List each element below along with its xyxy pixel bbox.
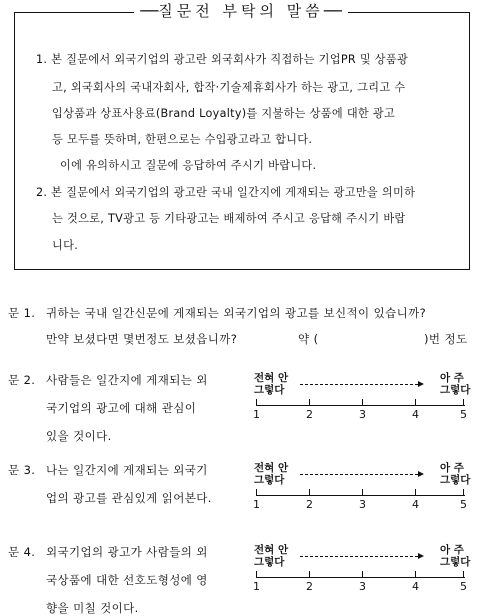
q4-scale-tick bbox=[362, 571, 363, 578]
q3-text-line: 나는 일간지에 게재되는 외국기 bbox=[46, 463, 208, 477]
q2-scale-tick bbox=[415, 399, 416, 406]
q3-scale-low-label: 전혀 안 bbox=[254, 462, 289, 474]
q2-scale-arrow-line bbox=[300, 384, 418, 385]
q4-scale-arrow-line bbox=[300, 556, 418, 557]
q4-scale-point-3[interactable]: 3 bbox=[359, 580, 366, 593]
q1-subtext: 만약 보셨다면 몇번정도 보셨읍니까? bbox=[46, 332, 238, 346]
q4-scale-low-label: 전혀 안 bbox=[254, 544, 289, 556]
q2-text-line: 사람들은 일간지에 게재되는 외 bbox=[46, 373, 208, 387]
notice-1-line-5: 이에 유의하시고 질문에 응답하여 주시기 바랍니다. bbox=[60, 159, 317, 172]
q4-scale-axis bbox=[256, 577, 465, 578]
q2-scale-high-label: 아 주 bbox=[440, 372, 464, 384]
q4-text-line: 국상품에 대한 선호도형성에 영 bbox=[46, 573, 208, 587]
q3-scale-low-label: 그렇다 bbox=[254, 474, 285, 486]
q4-scale-point-4[interactable]: 4 bbox=[412, 580, 419, 593]
q2-scale-tick bbox=[362, 399, 363, 406]
notice-1-line-1: 1. 본 질문에서 외국기업의 광고란 외국회사가 직접하는 기업PR 및 상품광 bbox=[36, 53, 409, 66]
q3-scale-point-3[interactable]: 3 bbox=[359, 498, 366, 511]
q2-scale-point-3[interactable]: 3 bbox=[359, 408, 366, 421]
notice-2-line-3: 니다. bbox=[52, 239, 79, 252]
q3-scale-tick bbox=[463, 489, 464, 496]
notice-1-line-2: 고, 외국회사의 국내자회사, 합작·기술제휴회사가 하는 광고, 그리고 수 bbox=[52, 81, 406, 94]
q3-label: 문 3. bbox=[8, 463, 36, 477]
q1-times: )번 정도 bbox=[424, 332, 468, 346]
q3-scale-arrow-head bbox=[418, 471, 424, 477]
notice-1-line-4: 등 모두를 뜻하며, 한편으로는 수입광고라고 합니다. bbox=[52, 133, 313, 146]
q3-scale-tick bbox=[362, 489, 363, 496]
q1-label: 문 1. bbox=[8, 306, 36, 320]
q4-label: 문 4. bbox=[8, 545, 36, 559]
q3-scale-tick bbox=[309, 489, 310, 496]
q1-text: 귀하는 국내 일간신문에 게재되는 외국기업의 광고를 보신적이 있습니까? bbox=[46, 306, 427, 320]
q3-scale-high-label: 아 주 bbox=[440, 462, 464, 474]
q1-count-blank[interactable] bbox=[328, 331, 418, 345]
q3-scale-tick bbox=[256, 489, 257, 496]
q3-scale-point-1[interactable]: 1 bbox=[253, 498, 260, 511]
q3-scale-high-label: 그렇다 bbox=[440, 474, 471, 486]
q2-scale-point-4[interactable]: 4 bbox=[412, 408, 419, 421]
q2-scale-arrow-head bbox=[418, 381, 424, 387]
q2-scale-point-1[interactable]: 1 bbox=[253, 408, 260, 421]
q4-scale-point-5[interactable]: 5 bbox=[460, 580, 467, 593]
q3-scale-axis bbox=[256, 495, 465, 496]
q4-scale-point-1[interactable]: 1 bbox=[253, 580, 260, 593]
q2-scale-point-5[interactable]: 5 bbox=[460, 408, 467, 421]
q4-scale-tick bbox=[256, 571, 257, 578]
q3-scale-point-5[interactable]: 5 bbox=[460, 498, 467, 511]
q4-text-line: 외국기업의 광고가 사람들의 외 bbox=[46, 545, 208, 559]
q3-scale-arrow-line bbox=[300, 474, 418, 475]
q2-scale-point-2[interactable]: 2 bbox=[306, 408, 313, 421]
q2-scale-high-label: 그렇다 bbox=[440, 384, 471, 396]
q2-scale-tick bbox=[309, 399, 310, 406]
notice-2-line-1: 2. 본 질문에서 외국기업의 광고란 국내 일간지에 게재되는 광고만을 의미하 bbox=[36, 186, 416, 199]
q2-scale-low-label: 전혀 안 bbox=[254, 372, 289, 384]
notice-1-line-3: 입상품과 상표사용료(Brand Loyalty)를 지불하는 상품에 대한 광고 bbox=[52, 107, 396, 120]
q2-scale-tick bbox=[463, 399, 464, 406]
q1-approx: 약 ( bbox=[298, 332, 319, 346]
q4-scale-point-2[interactable]: 2 bbox=[306, 580, 313, 593]
q4-scale-arrow-head bbox=[418, 553, 424, 559]
q4-text-line: 향을 미칠 것이다. bbox=[46, 601, 139, 615]
q2-label: 문 2. bbox=[8, 373, 36, 387]
q3-text-line: 업의 광고를 관심있게 읽어본다. bbox=[46, 491, 212, 505]
q4-scale-low-label: 그렇다 bbox=[254, 556, 285, 568]
q3-scale-point-2[interactable]: 2 bbox=[306, 498, 313, 511]
q2-text-line: 국기업의 광고에 대해 관심이 bbox=[46, 401, 197, 415]
q2-scale-axis bbox=[256, 405, 465, 406]
q3-scale-tick bbox=[415, 489, 416, 496]
q4-scale-tick bbox=[309, 571, 310, 578]
q4-scale-tick bbox=[415, 571, 416, 578]
q2-scale-low-label: 그렇다 bbox=[254, 384, 285, 396]
q4-scale-high-label: 그렇다 bbox=[440, 556, 471, 568]
instructions-title: ──질문전 부탁의 말씀── bbox=[134, 0, 348, 21]
notice-2-line-2: 는 것으로, TV광고 등 기타광고는 배제하여 주시고 응답해 주시기 바랍 bbox=[52, 212, 406, 225]
q4-scale-high-label: 아 주 bbox=[440, 544, 464, 556]
q3-scale-point-4[interactable]: 4 bbox=[412, 498, 419, 511]
q2-text-line: 있을 것이다. bbox=[46, 429, 112, 443]
q4-scale-tick bbox=[463, 571, 464, 578]
q2-scale-tick bbox=[256, 399, 257, 406]
